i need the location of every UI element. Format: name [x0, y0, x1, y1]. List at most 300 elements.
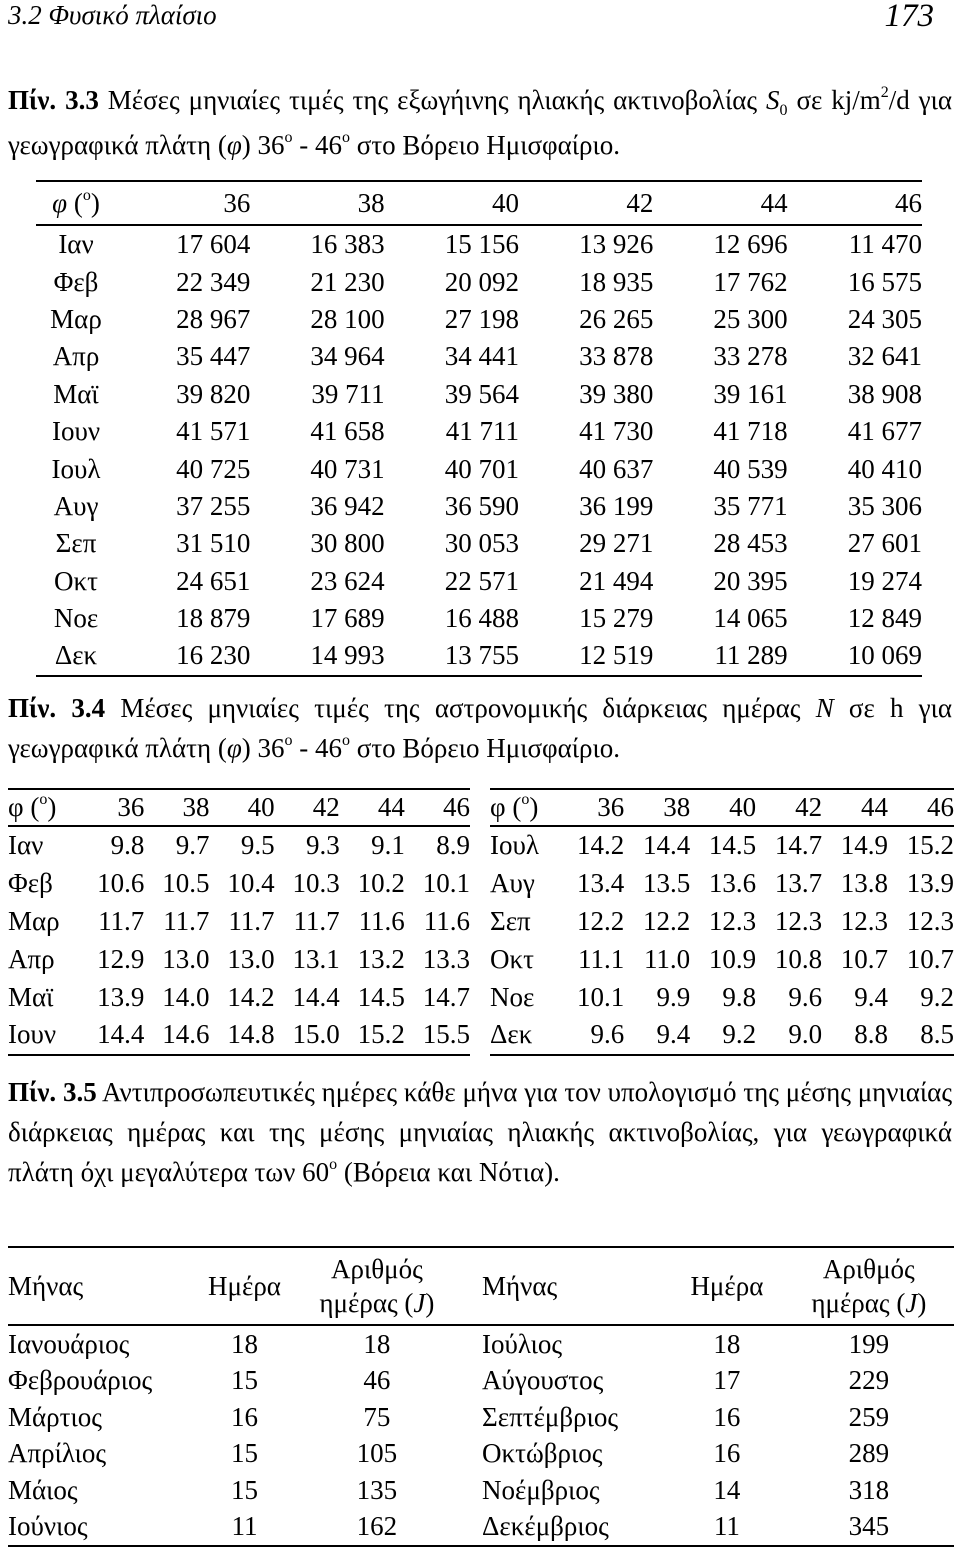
- table-cell: 15 279: [579, 603, 654, 634]
- header-latitude-label: [8, 789, 79, 826]
- table-row: [490, 940, 954, 978]
- table-row: [8, 940, 470, 978]
- table-cell: 23 624: [310, 565, 385, 596]
- caption-text: σε kj/m: [787, 85, 881, 115]
- table-cell: 9.8: [722, 981, 757, 1012]
- table-cell: 34 441: [444, 341, 519, 372]
- table-cell: 30 800: [310, 528, 385, 559]
- table-cell: 38 908: [847, 378, 922, 409]
- month-name: Δεκέμβριος: [482, 1511, 609, 1542]
- table-row: [490, 903, 954, 941]
- table-cell: 15.2: [357, 1019, 405, 1050]
- caption-superscript: o: [342, 732, 351, 749]
- table-cell: 39 711: [311, 378, 385, 409]
- table-cell: 9.4: [854, 981, 888, 1012]
- table-cell: 20 395: [713, 565, 788, 596]
- day-value: 15: [230, 1474, 258, 1505]
- table-row: [8, 1436, 954, 1473]
- table-cell: 8.8: [854, 1019, 888, 1050]
- table-cell: 15.5: [422, 1019, 470, 1050]
- caption-superscript: 2: [880, 84, 889, 101]
- table-row: [36, 225, 922, 263]
- header-text: ): [47, 792, 57, 822]
- table-3-5-caption: [8, 1072, 952, 1197]
- row-label: Ιαν: [8, 830, 44, 861]
- row-label: Φεβ: [53, 266, 99, 297]
- header-text: Αριθμός: [822, 1254, 915, 1284]
- header-day: Ημέρα: [670, 1247, 784, 1325]
- table-cell: 10.7: [906, 943, 954, 974]
- row-label: Σεπ: [490, 905, 531, 936]
- caption-symbol: N: [815, 693, 834, 723]
- table-cell: 41 711: [445, 416, 519, 447]
- table-cell: 9.4: [656, 1019, 691, 1050]
- row-label: Ιουλ: [51, 453, 101, 484]
- month-name: Απρίλιος: [8, 1438, 107, 1469]
- table-cell: 17 689: [310, 603, 385, 634]
- table-cell: 16 383: [310, 229, 385, 260]
- table-cell: 11.0: [643, 943, 691, 974]
- header-day-number: [784, 1247, 954, 1325]
- table-cell: 11 470: [848, 229, 922, 260]
- caption-symbol: φ: [226, 733, 242, 763]
- caption-text: Μέσες μηνιαίες τιμές της αστρονομικής διάρκειας ημέρας: [105, 693, 816, 723]
- table-cell: 13 926: [579, 229, 654, 260]
- table-cell: 9.1: [371, 830, 405, 861]
- table-row: [36, 450, 922, 487]
- table-cell: 15.0: [292, 1019, 340, 1050]
- column-header: 38: [624, 789, 690, 826]
- j-symbol: J: [413, 1288, 426, 1318]
- table-row: [8, 1472, 954, 1509]
- running-title: 3.2 Φυσικό πλαίσιο: [8, 0, 217, 30]
- table-cell: 9.6: [788, 981, 823, 1012]
- day-value: 11: [713, 1511, 740, 1542]
- header-text: ημέρας (: [811, 1288, 906, 1318]
- caption-text: Αντιπροσωπευτικές ημέρες κάθε μήνα για τον υπολογισμό της μέσης μηνιαίας διάρκειας ημέρας και της μέσης μηνιαίας ηλιακής ακτινοβολίας, για γεωγραφικά πλάτη όχι μεγαλύτερα των 60: [8, 1077, 953, 1187]
- table-cell: 13.3: [422, 943, 470, 974]
- table-cell: 11.7: [98, 905, 145, 936]
- table-cell: 26 265: [579, 303, 654, 334]
- table-cell: 14.7: [774, 830, 823, 861]
- day-value: 17: [713, 1365, 741, 1396]
- column-header: 36: [116, 181, 250, 225]
- row-label: Οκτ: [54, 565, 98, 596]
- table-cell: 14.6: [162, 1019, 210, 1050]
- table-cell: 14.8: [227, 1019, 275, 1050]
- day-value: 14: [713, 1474, 741, 1505]
- caption-superscript: o: [329, 1156, 338, 1173]
- row-label: Δεκ: [54, 640, 98, 671]
- table-cell: 14.4: [642, 830, 691, 861]
- table-cell: 10.7: [840, 943, 888, 974]
- table-header-row: [8, 789, 470, 826]
- row-label: Μαϊ: [8, 981, 54, 1012]
- month-name: Ιούλιος: [482, 1328, 563, 1359]
- row-label: Οκτ: [490, 943, 534, 974]
- table-cell: 11.1: [578, 943, 625, 974]
- table-cell: 40 725: [176, 453, 251, 484]
- caption-symbol: S: [766, 85, 780, 115]
- table-cell: 21 230: [310, 266, 385, 297]
- column-header: 36: [558, 789, 624, 826]
- table-cell: 31 510: [176, 528, 251, 559]
- column-header: 44: [653, 181, 787, 225]
- table-row: [36, 376, 922, 413]
- caption-symbol: φ: [226, 130, 242, 160]
- caption-superscript: o: [284, 732, 293, 749]
- table-cell: 12.3: [774, 905, 823, 936]
- table-cell: 41 658: [310, 416, 385, 447]
- table-cell: 11.7: [293, 905, 340, 936]
- table-row: [36, 600, 922, 637]
- month-name: Μάρτιος: [8, 1401, 102, 1432]
- table-row: [490, 865, 954, 903]
- table-cell: 24 651: [176, 565, 251, 596]
- table-cell: 21 494: [579, 565, 654, 596]
- table-cell: 33 278: [713, 341, 788, 372]
- row-label: Μαϊ: [53, 378, 99, 409]
- table-cell: 22 571: [444, 565, 519, 596]
- table-cell: 12.3: [840, 905, 888, 936]
- table-row: [490, 1016, 954, 1055]
- table-row: [490, 978, 954, 1016]
- table-3-3: [36, 180, 922, 677]
- table-cell: 11.6: [423, 905, 470, 936]
- table-cell: 12 696: [713, 229, 788, 260]
- caption-text: /d για γεωγραφικά πλάτη (: [8, 85, 953, 160]
- table-3-4-label: Πίν. 3.4: [8, 693, 106, 723]
- column-header: 38: [144, 789, 209, 826]
- table-cell: 14.9: [840, 830, 888, 861]
- column-header: 40: [209, 789, 274, 826]
- table-3-3-label: Πίν. 3.3: [8, 85, 99, 115]
- table-cell: 15 156: [444, 229, 519, 260]
- table-row: [490, 826, 954, 865]
- table-cell: 9.2: [722, 1019, 757, 1050]
- month-name: Νοέμβριος: [482, 1474, 600, 1505]
- column-header: 42: [275, 789, 340, 826]
- day-number-value: 75: [363, 1401, 391, 1432]
- row-label: Απρ: [52, 341, 100, 372]
- caption-superscript: o: [284, 129, 293, 146]
- table-cell: 35 306: [847, 490, 922, 521]
- table-cell: 13.8: [840, 868, 888, 899]
- table-cell: 40 410: [847, 453, 922, 484]
- table-cell: 37 255: [176, 490, 251, 521]
- month-name: Οκτώβριος: [482, 1438, 603, 1469]
- table-cell: 11.7: [163, 905, 210, 936]
- day-value: 18: [230, 1328, 258, 1359]
- table-cell: 12.3: [708, 905, 757, 936]
- table-cell: 10.4: [227, 868, 275, 899]
- caption-text: (Βόρεια και Νότια).: [337, 1157, 560, 1187]
- day-number-value: 345: [848, 1511, 890, 1542]
- month-name: Σεπτέμβριος: [482, 1401, 619, 1432]
- header-text: φ (: [490, 792, 522, 822]
- table-cell: 9.0: [788, 1019, 823, 1050]
- table-cell: 33 878: [579, 341, 654, 372]
- table-row: [8, 978, 470, 1016]
- row-label: Ιαν: [58, 229, 94, 260]
- day-number-value: 18: [363, 1328, 391, 1359]
- table-cell: 14.4: [292, 981, 340, 1012]
- header-month: Μήνας: [462, 1247, 670, 1325]
- degree-superscript: o: [39, 791, 48, 808]
- column-header: 46: [405, 789, 470, 826]
- page-number: 173: [884, 0, 934, 34]
- row-label: Μαρ: [50, 303, 102, 334]
- table-cell: 16 575: [847, 266, 922, 297]
- table-cell: 8.5: [920, 1019, 954, 1050]
- caption-text: - 46: [292, 130, 343, 160]
- day-number-value: 162: [356, 1511, 398, 1542]
- table-cell: 14.2: [227, 981, 275, 1012]
- table-cell: 25 300: [713, 303, 788, 334]
- table-row: [36, 563, 922, 600]
- table-cell: 16 488: [444, 603, 519, 634]
- table-cell: 24 305: [847, 303, 922, 334]
- day-number-value: 318: [848, 1474, 890, 1505]
- table-row: [36, 263, 922, 300]
- table-cell: 41 730: [579, 416, 654, 447]
- table-cell: 13.9: [906, 868, 954, 899]
- header-text: (: [67, 187, 83, 218]
- row-label: Δεκ: [490, 1019, 533, 1050]
- table-cell: 39 380: [579, 378, 654, 409]
- table-3-3-caption: [8, 80, 952, 170]
- table-cell: 12 849: [847, 603, 922, 634]
- table-cell: 12.3: [906, 905, 954, 936]
- table-cell: 12.2: [577, 905, 625, 936]
- row-label: Αυγ: [53, 490, 99, 521]
- table-cell: 32 641: [847, 341, 922, 372]
- table-cell: 13.0: [162, 943, 210, 974]
- day-number-value: 46: [363, 1365, 391, 1396]
- month-name: Αύγουστος: [482, 1365, 604, 1396]
- table-cell: 41 718: [713, 416, 788, 447]
- row-label: Νοε: [490, 981, 535, 1012]
- table-3-4-caption: [8, 688, 952, 773]
- table-cell: 10 069: [847, 640, 922, 671]
- table-cell: 36 590: [444, 490, 519, 521]
- table-cell: 29 271: [579, 528, 654, 559]
- table-cell: 41 571: [176, 416, 251, 447]
- header-day-number: [292, 1247, 462, 1325]
- table-cell: 40 637: [579, 453, 654, 484]
- day-number-value: 229: [848, 1365, 890, 1396]
- table-cell: 10.6: [97, 868, 145, 899]
- table-row: [8, 1399, 954, 1436]
- table-cell: 14.0: [162, 981, 210, 1012]
- table-cell: 14.5: [357, 981, 405, 1012]
- table-cell: 13.4: [577, 868, 625, 899]
- day-number-value: 105: [356, 1438, 398, 1469]
- table-cell: 9.7: [175, 830, 210, 861]
- table-cell: 13.6: [708, 868, 757, 899]
- column-header: 46: [888, 789, 954, 826]
- day-value: 18: [713, 1328, 741, 1359]
- table-cell: 10.5: [162, 868, 210, 899]
- row-label: Ιουν: [8, 1019, 57, 1050]
- table-3-5: [8, 1246, 954, 1547]
- table-3-5-label: Πίν. 3.5: [8, 1077, 97, 1107]
- header-text: Αριθμός: [330, 1254, 423, 1284]
- table-cell: 9.8: [110, 830, 145, 861]
- table-3-4-left: [8, 788, 470, 1056]
- month-name: Ιούνιος: [8, 1511, 88, 1542]
- table-cell: 13.0: [227, 943, 275, 974]
- header-text: φ (: [8, 792, 40, 822]
- table-cell: 10.1: [577, 981, 625, 1012]
- row-label: Ιουν: [51, 416, 101, 447]
- degree-superscript: o: [82, 186, 91, 204]
- table-cell: 14 993: [310, 640, 385, 671]
- table-cell: 10.1: [422, 868, 470, 899]
- caption-text: ) 36: [241, 130, 285, 160]
- table-cell: 15.2: [906, 830, 954, 861]
- day-value: 16: [713, 1438, 741, 1469]
- table-cell: 16 230: [176, 640, 251, 671]
- table-cell: 14 065: [713, 603, 788, 634]
- row-label: Νοε: [53, 603, 99, 634]
- month-name: Μάιος: [8, 1474, 78, 1505]
- table-cell: 9.5: [240, 830, 275, 861]
- day-number-value: 135: [356, 1474, 398, 1505]
- table-cell: 11.6: [358, 905, 405, 936]
- caption-text: - 46: [292, 733, 343, 763]
- table-cell: 11 289: [714, 640, 788, 671]
- table-cell: 40 701: [444, 453, 519, 484]
- table-cell: 13.9: [97, 981, 145, 1012]
- table-cell: 17 604: [176, 229, 251, 260]
- table-cell: 41 677: [847, 416, 922, 447]
- table-cell: 35 771: [713, 490, 788, 521]
- month-name: Ιανουάριος: [8, 1328, 130, 1359]
- table-cell: 36 942: [310, 490, 385, 521]
- j-symbol: J: [905, 1288, 918, 1318]
- table-cell: 10.2: [357, 868, 405, 899]
- caption-text: στο Βόρειο Ημισφαίριο.: [350, 130, 621, 160]
- table-row: [36, 637, 922, 675]
- header-latitude-label: [490, 789, 558, 826]
- column-header: 46: [788, 181, 922, 225]
- day-value: 15: [230, 1365, 258, 1396]
- table-cell: 22 349: [176, 266, 251, 297]
- day-value: 16: [230, 1401, 258, 1432]
- day-number-value: 259: [848, 1401, 890, 1432]
- table-cell: 14.4: [97, 1019, 145, 1050]
- table-row: [8, 1363, 954, 1400]
- caption-text: στο Βόρειο Ημισφαίριο.: [350, 733, 621, 763]
- header-text: ): [917, 1288, 927, 1318]
- table-cell: 13.2: [357, 943, 405, 974]
- table-row: [36, 413, 922, 450]
- table-cell: 34 964: [310, 341, 385, 372]
- header-latitude-label: [36, 181, 116, 225]
- table-row: [8, 1325, 954, 1363]
- table-cell: 39 161: [713, 378, 788, 409]
- table-cell: 13.1: [292, 943, 340, 974]
- table-cell: 40 731: [310, 453, 385, 484]
- day-number-value: 289: [848, 1438, 890, 1469]
- row-label: Απρ: [8, 943, 55, 974]
- table-row: [36, 525, 922, 562]
- table-cell: 14.2: [577, 830, 625, 861]
- table-cell: 35 447: [176, 341, 251, 372]
- column-header: 44: [822, 789, 888, 826]
- table-cell: 10.3: [292, 868, 340, 899]
- table-cell: 14.7: [422, 981, 470, 1012]
- caption-subscript: 0: [779, 102, 788, 119]
- table-header-row: [490, 789, 954, 826]
- table-row: [36, 488, 922, 525]
- table-3-4-right: [490, 788, 954, 1056]
- table-row: [36, 301, 922, 338]
- table-row: [8, 826, 470, 865]
- column-header: 44: [340, 789, 405, 826]
- table-cell: 9.3: [305, 830, 340, 861]
- table-cell: 13 755: [444, 640, 519, 671]
- table-cell: 9.2: [920, 981, 954, 1012]
- table-cell: 17 762: [713, 266, 788, 297]
- column-header: 42: [756, 789, 822, 826]
- table-cell: 13.7: [774, 868, 823, 899]
- table-cell: 12 519: [579, 640, 654, 671]
- table-cell: 30 053: [444, 528, 519, 559]
- month-name: Φεβρουάριος: [8, 1365, 153, 1396]
- table-cell: 28 453: [713, 528, 788, 559]
- table-cell: 18 935: [579, 266, 654, 297]
- column-header: 40: [385, 181, 519, 225]
- table-row: [8, 903, 470, 941]
- column-header: 38: [250, 181, 384, 225]
- table-cell: 36 199: [579, 490, 654, 521]
- caption-text: σε h για γεωγραφικά πλάτη (: [8, 693, 953, 763]
- row-label: Αυγ: [490, 868, 535, 899]
- table-cell: 27 601: [847, 528, 922, 559]
- table-cell: 9.9: [656, 981, 691, 1012]
- day-value: 15: [230, 1438, 258, 1469]
- table-cell: 10.9: [708, 943, 757, 974]
- table-row: [8, 1509, 954, 1547]
- row-label: Σεπ: [55, 528, 97, 559]
- table-cell: 19 274: [847, 565, 922, 596]
- table-cell: 10.8: [774, 943, 823, 974]
- table-cell: 39 564: [444, 378, 519, 409]
- header-month: Μήνας: [8, 1247, 197, 1325]
- phi-symbol: φ: [52, 187, 68, 218]
- header-text: ): [529, 792, 539, 822]
- row-label: Μαρ: [8, 905, 60, 936]
- row-label: Ιουλ: [490, 830, 539, 861]
- table-cell: 28 967: [176, 303, 251, 334]
- degree-superscript: o: [521, 791, 530, 808]
- caption-text: Μέσες μηνιαίες τιμές της εξωγήινης ηλιακής ακτινοβολίας: [98, 85, 767, 115]
- table-cell: 18 879: [176, 603, 251, 634]
- table-cell: 27 198: [444, 303, 519, 334]
- header-day: Ημέρα: [197, 1247, 292, 1325]
- row-label: Φεβ: [8, 868, 53, 899]
- table-cell: 13.5: [642, 868, 691, 899]
- table-cell: 20 092: [444, 266, 519, 297]
- day-number-value: 199: [848, 1328, 890, 1359]
- table-header-row: [8, 1247, 954, 1325]
- table-cell: 39 820: [176, 378, 251, 409]
- table-cell: 11.7: [228, 905, 275, 936]
- table-row: [8, 1016, 470, 1055]
- caption-text: ) 36: [241, 733, 285, 763]
